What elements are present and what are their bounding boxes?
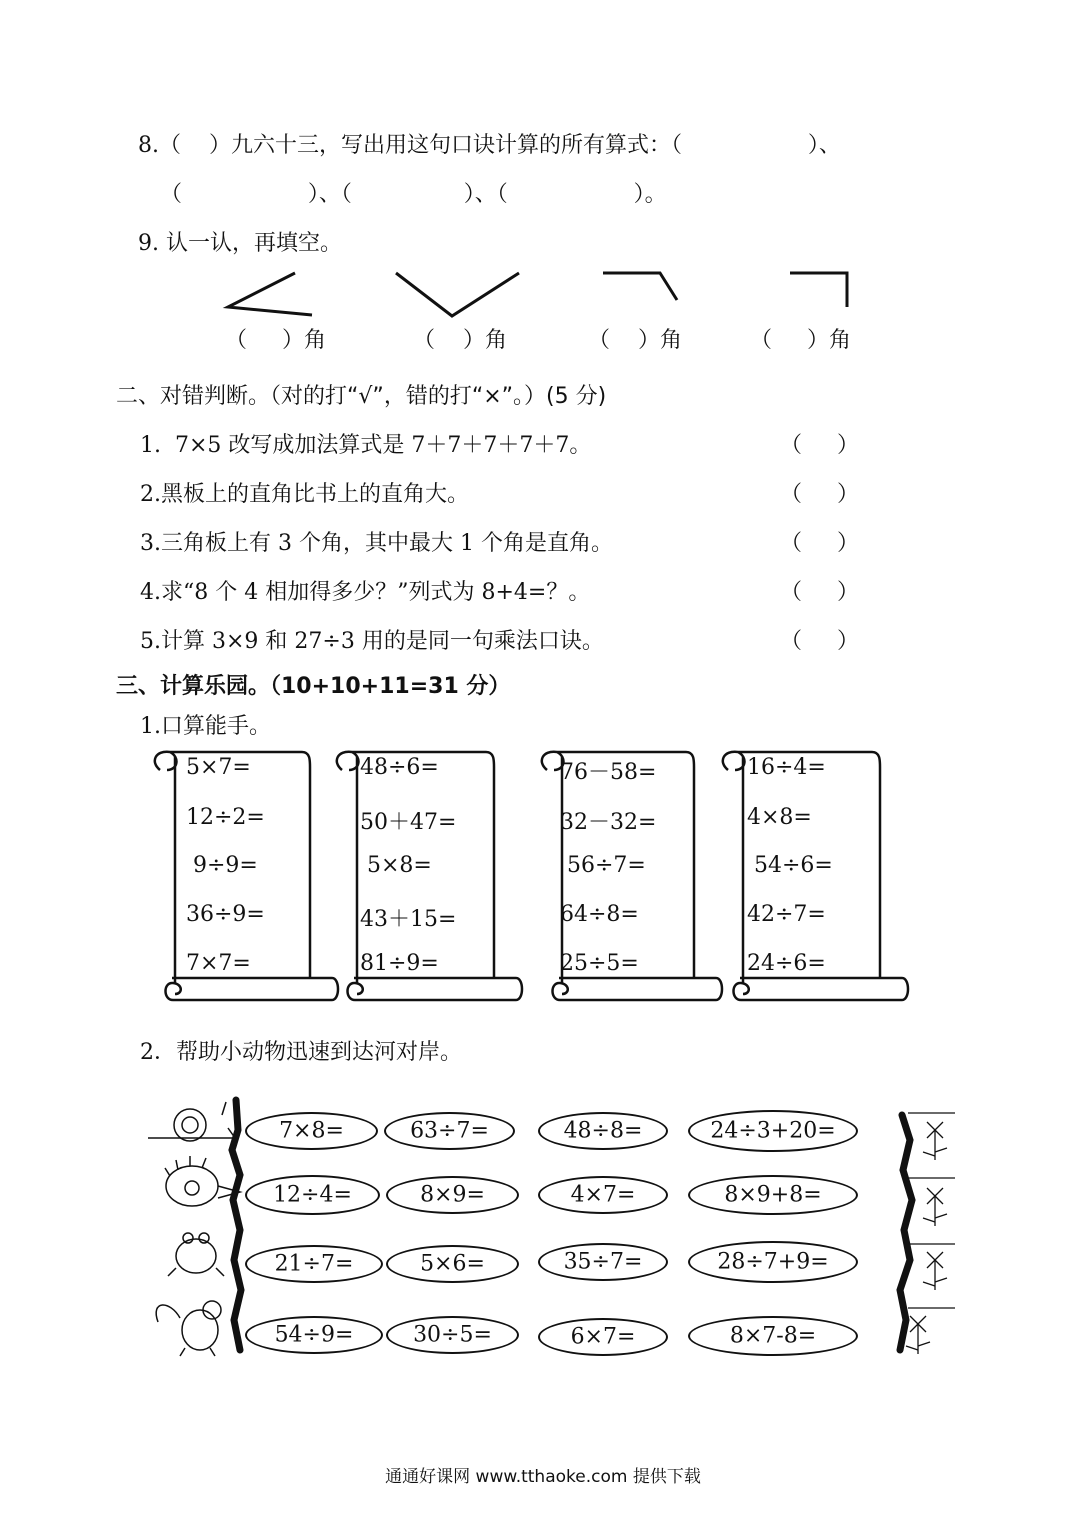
angle-blank-4[interactable]: （ ）角 bbox=[750, 328, 851, 353]
oval-r3-c3 bbox=[538, 1243, 668, 1281]
oval-r1-c3-text: 48÷8= bbox=[563, 1118, 643, 1144]
oval-r2-c2-text: 8×9= bbox=[420, 1182, 485, 1208]
judge-item-3: 3.三角板上有 3 个角，其中最大 1 个角是直角。 bbox=[140, 531, 613, 556]
scroll-2-eq-3: 5×8= bbox=[360, 853, 432, 878]
oval-r3-c1 bbox=[245, 1245, 383, 1283]
scroll-1-eq-5: 7×7= bbox=[186, 951, 251, 976]
section-3-title: 三、计算乐园。（10+10+11=31 分） bbox=[116, 674, 511, 699]
scroll-4-eq-5: 24÷6= bbox=[747, 951, 826, 976]
scroll-3-eq-3: 56÷7= bbox=[560, 853, 646, 878]
scroll-1-eq-3: 9÷9= bbox=[186, 853, 258, 878]
scroll-1-eq-1: 5×7= bbox=[186, 755, 251, 780]
oval-r1-c1-text: 7×8= bbox=[279, 1118, 344, 1144]
angle-blank-3[interactable]: （ ）角 bbox=[588, 328, 682, 353]
scroll-4-eq-2: 4×8= bbox=[747, 805, 812, 830]
oval-r4-c1 bbox=[245, 1316, 383, 1354]
angle-blank-1[interactable]: （ ）角 bbox=[225, 328, 326, 353]
oval-r1-c4-text: 24÷3+20= bbox=[710, 1118, 836, 1144]
scroll-4-eq-3: 54÷6= bbox=[747, 853, 833, 878]
scroll-2-eq-1: 48÷6= bbox=[360, 755, 439, 780]
judge-item-5: 5.计算 3×9 和 27÷3 用的是同一句乘法口诀。 bbox=[140, 629, 604, 654]
scroll-2-eq-5: 81÷9= bbox=[360, 951, 439, 976]
oval-r3-c4-text: 28÷7+9= bbox=[717, 1249, 829, 1275]
scroll-4-eq-4: 42÷7= bbox=[747, 902, 826, 927]
section-3-sub2: 2．帮助小动物迅速到达河对岸。 bbox=[140, 1040, 462, 1065]
oval-r4-c3-text: 6×7= bbox=[570, 1324, 636, 1350]
oval-r2-c4-text: 8×9+8= bbox=[724, 1182, 822, 1208]
judge-item-4: 4.求“8 个 4 相加得多少？”列式为 8+4=？。 bbox=[140, 580, 591, 605]
question-8-line2: （ ）、（ ）、（ ）。 bbox=[160, 182, 667, 207]
angle-blank-2[interactable]: （ ）角 bbox=[413, 328, 507, 353]
judge-bracket-4[interactable]: （ ） bbox=[780, 580, 859, 605]
right-riverbank bbox=[900, 1115, 912, 1350]
oval-r2-c2 bbox=[386, 1176, 519, 1214]
scroll-1-eq-2: 12÷2= bbox=[186, 805, 265, 830]
flower-icons bbox=[906, 1113, 955, 1354]
oval-r3-c3-text: 35÷7= bbox=[563, 1249, 643, 1275]
oval-r1-c2-text: 63÷7= bbox=[410, 1118, 489, 1144]
oval-r3-c2-text: 5×6= bbox=[420, 1251, 485, 1277]
judge-item-1: 1. 7×5 改写成加法算式是 7＋7＋7＋7＋7。 bbox=[140, 433, 592, 458]
scroll-2-eq-4: 43＋15= bbox=[360, 907, 457, 932]
oval-r1-c2 bbox=[384, 1112, 515, 1150]
oval-r2-c1-text: 12÷4= bbox=[273, 1182, 352, 1208]
section-2-title: 二、对错判断。（对的打“√”，错的打“×”。）(5 分) bbox=[116, 384, 607, 409]
oval-r3-c4 bbox=[688, 1241, 858, 1283]
judge-item-2: 2.黑板上的直角比书上的直角大。 bbox=[140, 482, 469, 507]
oval-r4-c1-text: 54÷9= bbox=[274, 1322, 354, 1348]
oval-r1-c3 bbox=[538, 1112, 668, 1150]
scroll-4-eq-1: 16÷4= bbox=[747, 755, 826, 780]
oval-r2-c3 bbox=[538, 1176, 668, 1214]
section-3-sub1: 1.口算能手。 bbox=[140, 714, 271, 739]
oval-r2-c4 bbox=[688, 1175, 858, 1215]
oval-r4-c3 bbox=[538, 1318, 668, 1356]
oval-r1-c4 bbox=[688, 1110, 858, 1152]
oval-r3-c2 bbox=[386, 1245, 519, 1283]
scroll-2-eq-2: 50＋47= bbox=[360, 810, 457, 835]
scroll-3-eq-2: 32－32= bbox=[560, 810, 657, 835]
squirrel-icon bbox=[156, 1301, 221, 1356]
scroll-1-eq-4: 36÷9= bbox=[186, 902, 265, 927]
oval-r1-c1 bbox=[245, 1112, 378, 1150]
oval-r2-c3-text: 4×7= bbox=[570, 1182, 636, 1208]
snail-icon bbox=[148, 1102, 235, 1141]
oval-r4-c4 bbox=[688, 1316, 858, 1356]
judge-bracket-2[interactable]: （ ） bbox=[780, 482, 859, 507]
oval-r4-c2 bbox=[386, 1316, 519, 1354]
oval-r4-c2-text: 30÷5= bbox=[413, 1322, 492, 1348]
oval-r4-c4-text: 8×7-8= bbox=[729, 1323, 817, 1349]
question-8-line1: 8.（ ）九六十三，写出用这句口诀计算的所有算式：（ ）、 bbox=[138, 133, 841, 158]
judge-bracket-3[interactable]: （ ） bbox=[780, 531, 859, 556]
judge-bracket-5[interactable]: （ ） bbox=[780, 629, 859, 654]
oval-r3-c1-text: 21÷7= bbox=[274, 1251, 354, 1277]
scroll-3-eq-1: 76－58= bbox=[560, 760, 657, 785]
frog-icon bbox=[168, 1233, 224, 1276]
footer-text: 通通好课网 www.tthaoke.com 提供下载 bbox=[385, 1467, 701, 1487]
judge-bracket-1[interactable]: （ ） bbox=[780, 433, 859, 458]
oval-r2-c1 bbox=[245, 1175, 380, 1215]
scroll-3-eq-5: 25÷5= bbox=[560, 951, 639, 976]
question-9-title: 9. 认一认，再填空。 bbox=[138, 231, 342, 256]
hedgehog-icon bbox=[165, 1156, 240, 1206]
scroll-3-eq-4: 64÷8= bbox=[560, 902, 639, 927]
